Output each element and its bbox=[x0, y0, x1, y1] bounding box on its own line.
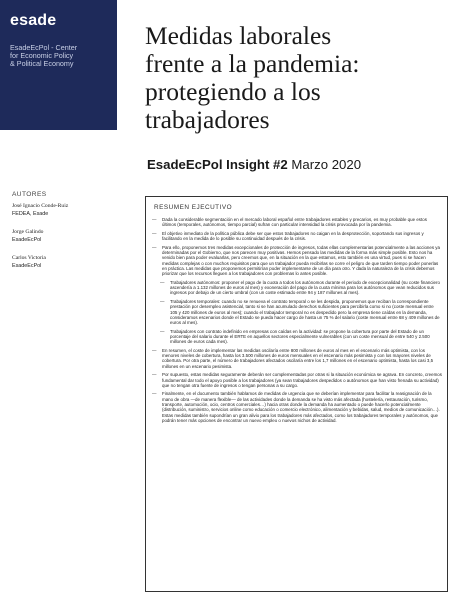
center-line: for Economic Policy bbox=[10, 51, 74, 61]
center-line: & Political Economy bbox=[10, 59, 74, 69]
insight-date: Marzo 2020 bbox=[291, 157, 362, 172]
author-affiliation: FEDEA, Esade bbox=[12, 211, 49, 217]
author-name: José Ignacio Conde-Ruiz bbox=[12, 203, 69, 209]
dash-bullet: — bbox=[152, 391, 157, 397]
summary-subitem bbox=[152, 329, 442, 345]
summary-text: Finalmente, en el documento también hablamos de medidas de urgencia que se deberían implementar para facilitar la reasignación de la mano de obra —de manera flexible— de las actividades donde la demanda se ha visto más afectada (hostelería, restauración, turismo, transporte, automoción, ocio, centros comerciales…) hacia otras donde la demanda ha aumentado o puede hacerlo potencialmente (distribución, suministro, servicios online como educación o comercio electrónico, alimentación y bebidas, salud, medios de comunicación…). Estas medidas también supondrían un gran alivio para los trabajadores más afectados, como los trabajadores temporales y autónomos, que podrán tener más opciones de encontrar un nuevo empleo o nuevos nichos de actividad. bbox=[162, 391, 440, 424]
summary-subitem bbox=[152, 299, 442, 326]
summary-item bbox=[152, 217, 442, 228]
summary-item bbox=[152, 372, 442, 388]
dash-bullet: — bbox=[152, 244, 157, 250]
summary-header: RESUMEN EJECUTIVO bbox=[154, 204, 233, 211]
dash-bullet: — bbox=[152, 372, 157, 378]
center-line: EsadeEcPol - Center bbox=[10, 43, 78, 52]
summary-item bbox=[152, 348, 442, 369]
author-affiliation: EsadeEcPol bbox=[12, 263, 42, 269]
brand-panel bbox=[0, 0, 117, 130]
author-entry bbox=[12, 202, 132, 218]
summary-list bbox=[152, 217, 442, 427]
center-name bbox=[10, 44, 110, 69]
summary-text: Para ello, proponemos tres medidas excepcionales de protección de ingresos, todas ellas complementarias potencialmente a las acciones ya determinadas por el Gobierno, que nos parecen muy positivas. Hemos pensado las medidas de la forma más simple posible. Esto nos ha venido bien para poder evaluarlas, pero creemos que, en la situación en la que estamos, esto también es una virtud, pues si se hacen medidas complejas o con muchos requisitos para que un trabajador pueda recibirlas se corre el peligro de que tarden tiempo poder ponerlas en práctica. Las medidas que proponemos permitirían poder implementarse de un día para otro. Y dada la naturaleza de la crisis debemos priorizar que los recursos lleguen a los trabajadores con problemas lo antes posible. bbox=[162, 244, 440, 277]
dash-bullet: — bbox=[160, 298, 165, 304]
page-title bbox=[145, 22, 460, 134]
dash-bullet: — bbox=[152, 230, 157, 236]
summary-text: Trabajadores con contrato indefinido en empresas con caídas en la actividad: se propone la cobertura por parte del Estado de un porcentaje del salario durante el ERTE en aquellos sectores especialmente vulnerables (con un coste mensual de entre 540 y 2.500 millones de euros cada mes). bbox=[170, 328, 430, 345]
dash-bullet: — bbox=[152, 217, 157, 222]
title-line: Medidas laborales bbox=[145, 21, 332, 50]
summary-text: Trabajadores autónomos: proponer el pago de la cuota a todos los autónomos durante el periodo de excepcionalidad (su coste financiero ascendería a 1.132 millones de euros al mes) y exoneración del pago de la cuota mínima para los autónomos que vean reducidos sus ingresos por debajo de un cierto umbral (con un coste estimado entre 94 y 187 millones al mes). bbox=[170, 279, 440, 296]
author-affiliation: EsadeEcPol bbox=[12, 237, 42, 243]
title-line: trabajadores bbox=[145, 105, 270, 134]
dash-bullet: — bbox=[160, 328, 165, 334]
author-entry bbox=[12, 254, 132, 270]
author-name: Carlos Victoria bbox=[12, 255, 46, 261]
authors-header: AUTORES bbox=[12, 191, 47, 198]
summary-text: Dada la considerable segmentación en el mercado laboral español entre trabajadores estables y precarios, es muy probable que estos últimos (temporales, autónomos, tiempo parcial) sufran con particular intensidad la crisis provocada por la pandemia. bbox=[162, 217, 427, 228]
title-line: protegiendo a los bbox=[145, 77, 321, 106]
summary-text: El objetivo inmediato de la política pública debe ser que estos trabajadores no caigan en la desprotección, soportando sus ingresos y facilitando en la medida de lo posible su continuidad después de la crisis. bbox=[162, 230, 424, 242]
summary-item bbox=[152, 245, 442, 277]
summary-text: Trabajadores temporales: cuando no se renueva el contrato temporal o se les despida, proponemos que reciban la correspondiente prestación por desempleo asistencial, tanto si se han acumulado derechos suficientes para percibirla como si no (coste mensual entre 105 y 420 millones de euros al mes); cuando el trabajador temporal no es despedido pero la empresa tiene caídas en la demanda, consideramos escenarios donde el Estado se pueda hacer cargo de hasta un 75 % del salario (coste mensual entre 68 y 409 millones de euros al mes). bbox=[170, 298, 440, 326]
executive-summary-box bbox=[145, 196, 448, 592]
insight-line bbox=[147, 157, 361, 172]
author-name: Jorge Galindo bbox=[12, 229, 44, 235]
summary-text: En resumen, el coste de implementar las medidas oscilaría entre 800 millones de euros al mes en el escenario más optimista, con los menores niveles de cobertura, hasta los 3.500 millones de euros mensuales en el escenario más pesimista y con los mayores niveles de cobertura. Por otra parte, el número de trabajadores afectados oscilaría entre los 1,7 millones en el escenario optimista, hasta los casi 3,5 millones en un escenario pesimista. bbox=[162, 347, 434, 369]
esade-logo: esade bbox=[10, 12, 57, 29]
summary-subitem bbox=[152, 280, 442, 296]
insight-series: EsadeEcPol Insight #2 bbox=[147, 157, 288, 172]
dash-bullet: — bbox=[152, 347, 157, 353]
summary-text: Por supuesto, estas medidas seguramente deberán ser complementadas por otras si la situación económica se agrava. En concreto, creemos fundamental dar todo el apoyo posible a los trabajadores (ya sean trabajadores despedidos o autónomos que han visto frenada su actividad) que no tengan otra fuente de ingresos o tengan personas a su cargo. bbox=[162, 372, 442, 388]
title-line: frente a la pandemia: bbox=[145, 49, 360, 78]
dash-bullet: — bbox=[160, 279, 165, 285]
author-entry bbox=[12, 228, 132, 244]
summary-item bbox=[152, 231, 442, 242]
summary-item bbox=[152, 391, 442, 423]
